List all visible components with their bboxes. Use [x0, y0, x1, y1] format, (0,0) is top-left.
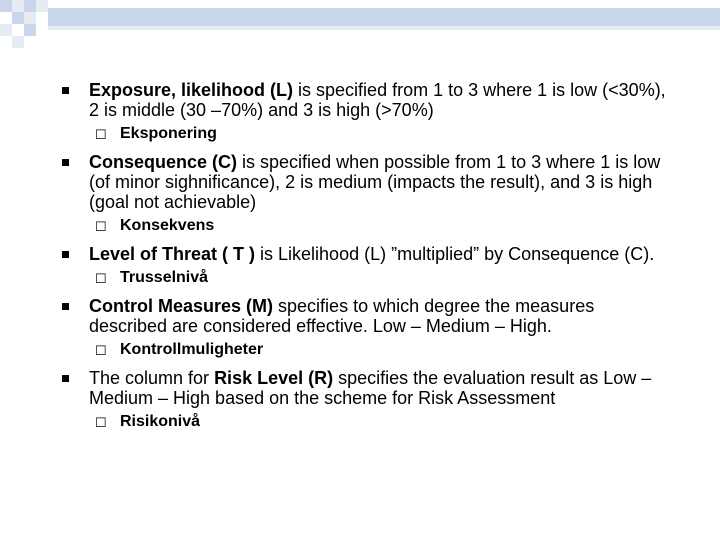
bullet-text	[60, 244, 670, 264]
bullet-text	[60, 80, 670, 120]
checkbox-bullet-icon: ☐	[95, 271, 107, 286]
bullet-body: is Likelihood (L) ”multiplied” by Consequence (C).	[255, 244, 655, 264]
checkbox-bullet-icon: ☐	[95, 219, 107, 234]
checkbox-bullet-icon: ☐	[95, 127, 107, 142]
bullet-body: specifies the evaluation result as Low – Medium – High based on the scheme for Risk Assessment	[89, 368, 652, 408]
square-bullet-icon	[62, 303, 69, 310]
bullet-item-exposure	[60, 80, 670, 144]
bullet-body: is specified from 1 to 3 where 1 is low (<30%), 2 is middle (30 –70%) and 3 is high (>70%)	[89, 80, 666, 120]
bullet-bold: Control Measures (M)	[89, 296, 274, 316]
sub-bullet-label: Trusselnivå	[120, 269, 209, 286]
square-bullet-icon	[62, 251, 69, 258]
sub-bullet	[60, 268, 670, 288]
bullet-bold: Consequence (C)	[89, 152, 238, 172]
bullet-text	[60, 368, 670, 408]
bullet-item-control-measures	[60, 296, 670, 360]
square-bullet-icon	[62, 159, 69, 166]
sub-bullet	[60, 216, 670, 236]
bullet-bold: Risk Level (R)	[214, 368, 334, 388]
bullet-text	[60, 152, 670, 212]
bullet-item-risk-level	[60, 368, 670, 432]
bullet-body: is specified when possible from 1 to 3 where 1 is low (of minor sighnificance), 2 is medium (impacts the result), and 3 is high (goal not achievable)	[89, 152, 661, 212]
sub-bullet	[60, 412, 670, 432]
bullet-item-threat	[60, 244, 670, 288]
bullet-bold: Exposure, likelihood (L)	[89, 80, 294, 100]
checkbox-bullet-icon: ☐	[95, 415, 107, 430]
sub-bullet-label: Konsekvens	[120, 217, 215, 234]
header-decoration	[0, 0, 720, 60]
bullet-bold: Level of Threat ( T )	[89, 244, 256, 264]
bullet-text	[60, 296, 670, 336]
bullet-item-consequence	[60, 152, 670, 236]
checkbox-bullet-icon: ☐	[95, 343, 107, 358]
sub-bullet-label: Eksponering	[120, 125, 217, 142]
square-bullet-icon	[62, 375, 69, 382]
bullet-body: specifies to which degree the measures described are considered effective. Low – Medium – High.	[89, 296, 595, 336]
sub-bullet	[60, 124, 670, 144]
sub-bullet-label: Risikonivå	[120, 413, 201, 430]
sub-bullet	[60, 340, 670, 360]
bullet-prefix: The column for	[89, 368, 215, 388]
sub-bullet-label: Kontrollmuligheter	[120, 341, 264, 358]
bullet-list	[60, 80, 670, 432]
square-bullet-icon	[62, 87, 69, 94]
